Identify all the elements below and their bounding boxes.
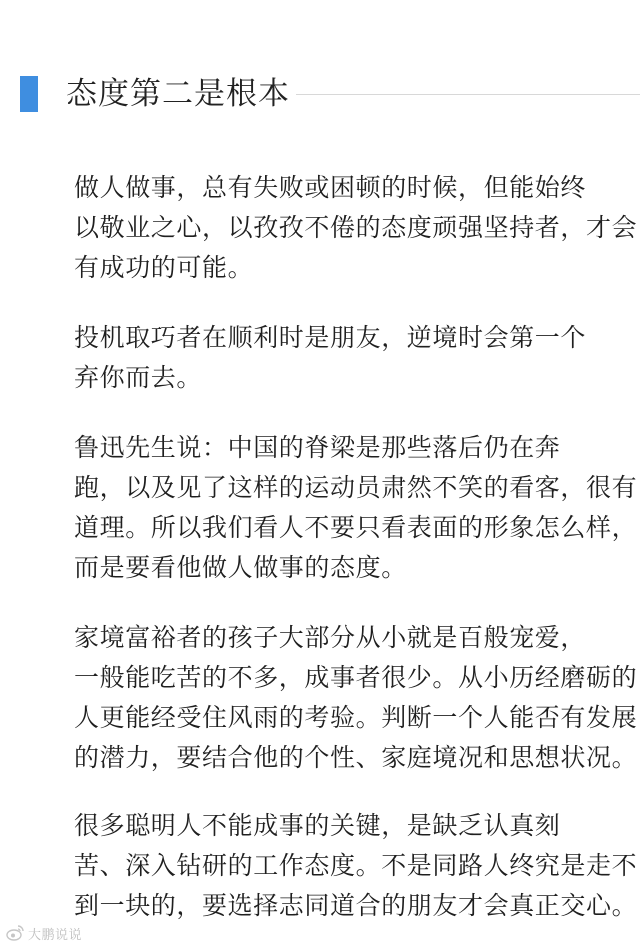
paragraph-line: 的潜力，要结合他的个性、家庭境况和思想状况。: [74, 743, 638, 772]
paragraph-line: 很多聪明人不能成事的关键，是缺乏认真刻: [74, 811, 561, 840]
paragraph-line: 做人做事，总有失败或困顿的时候，但能始终: [74, 173, 587, 202]
paragraph-line: 一般能吃苦的不多，成事者很少。从小历经磨砺的: [74, 663, 638, 692]
paragraph-line: 以敬业之心，以孜孜不倦的态度顽强坚持者，才会: [74, 213, 638, 242]
paragraph: [22, 318, 606, 398]
paragraph-line: 弃你而去。: [74, 363, 203, 392]
paragraph: [22, 806, 638, 926]
paragraph: [22, 168, 638, 288]
section-accent-bar: [20, 76, 38, 112]
paragraph-line: 而是要看他做人做事的态度。: [74, 553, 407, 582]
watermark-text: 大鹏说说: [28, 927, 83, 943]
paragraph-line: 人更能经受住风雨的考验。判断一个人能否有发展: [74, 703, 638, 732]
paragraph-line: 苦、深入钻研的工作态度。不是同路人终究是走不: [74, 851, 638, 880]
paragraph-line: 到一块的，要选择志同道合的朋友才会真正交心。: [74, 891, 638, 920]
paragraph-line: 道理。所以我们看人不要只看表面的形象怎么样，: [74, 513, 638, 542]
watermark: [6, 924, 82, 942]
paragraph-line: 投机取巧者在顺利时是朋友，逆境时会第一个: [74, 323, 587, 352]
paragraph: [22, 618, 638, 778]
paragraph-line: 跑，以及见了这样的运动员肃然不笑的看客，很有: [74, 473, 638, 502]
paragraph-line: 家境富裕者的孩子大部分从小就是百般宠爱，: [74, 623, 587, 652]
section-header: [20, 72, 640, 114]
paragraph-line: 鲁迅先生说：中国的脊梁是那些落后仍在奔: [74, 433, 561, 462]
weibo-logo-icon: [6, 924, 24, 942]
section-divider: [290, 94, 640, 95]
paragraph-line: 有成功的可能。: [74, 253, 254, 282]
section-title: 态度第二是根本: [66, 74, 296, 114]
paragraph: [22, 428, 638, 588]
